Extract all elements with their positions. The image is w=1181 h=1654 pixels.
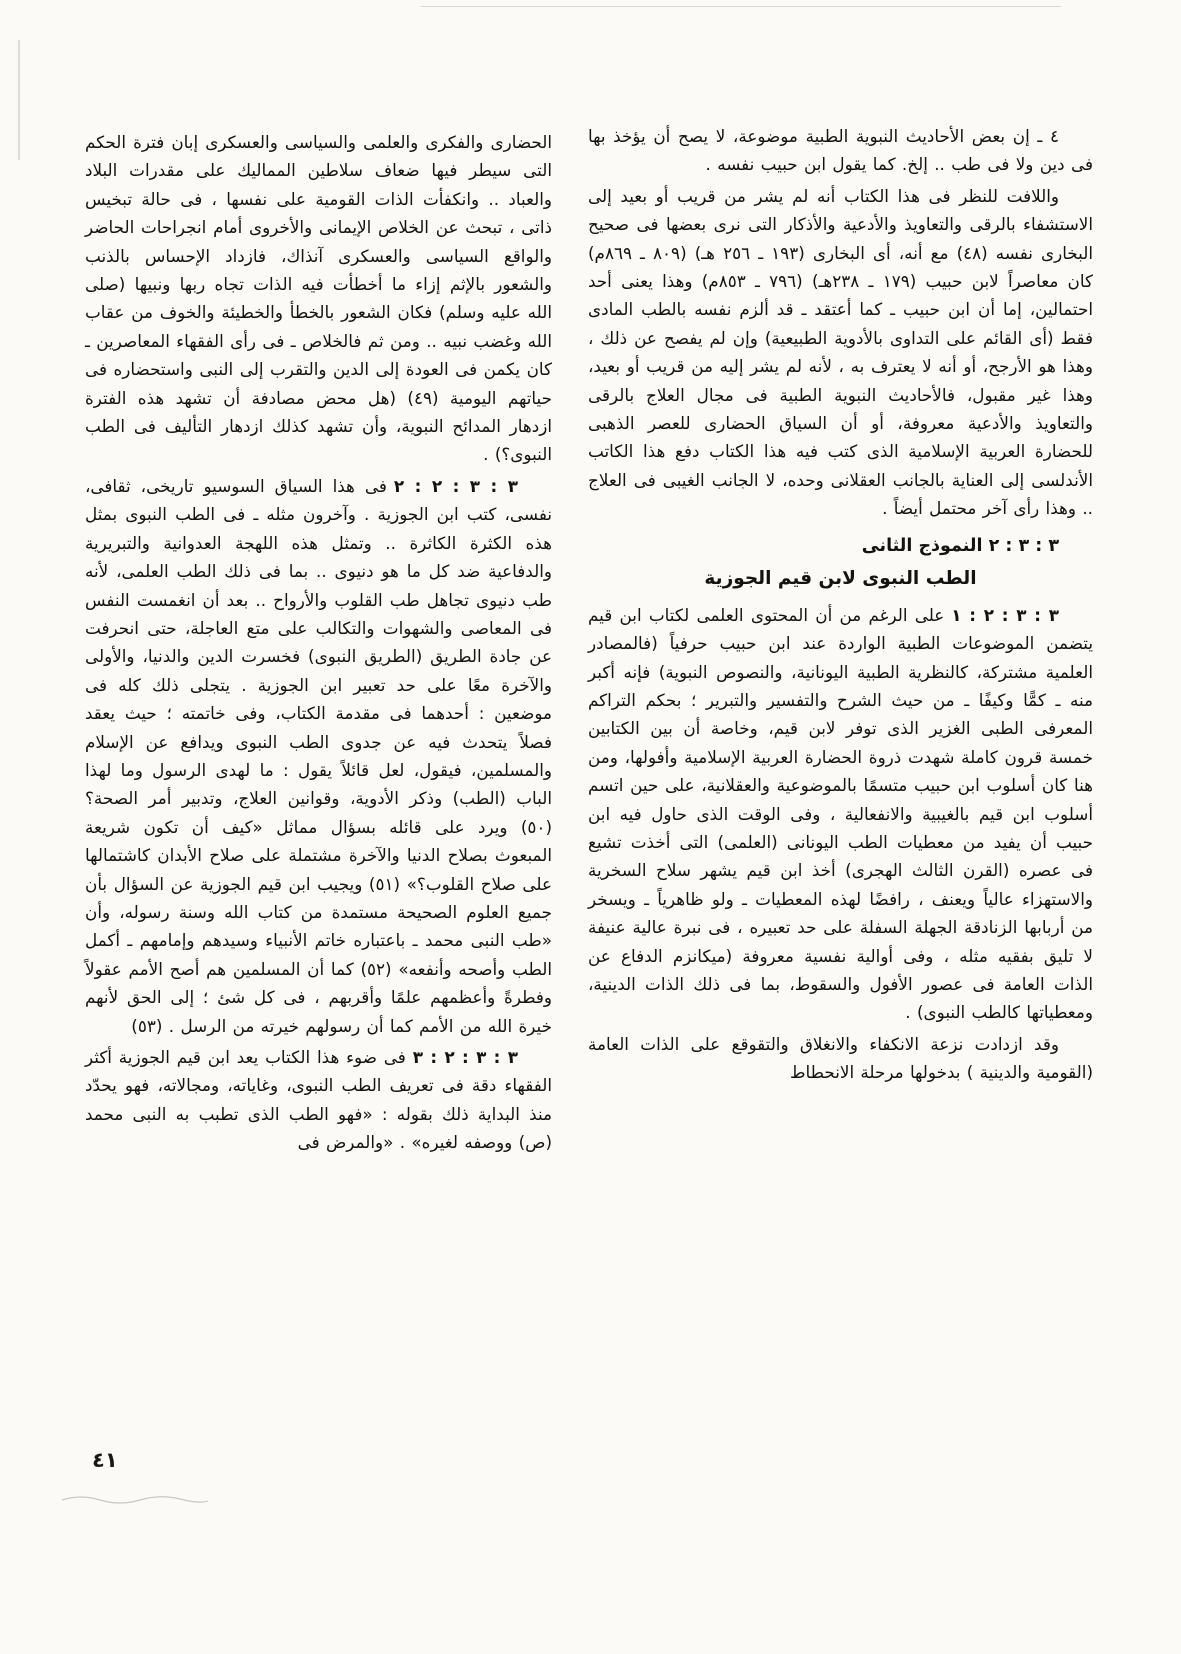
paragraph-decline-era: وقد ازدادت نزعة الانكفاء والانغلاق والتقوقع على الذات العامة (القومية والدينية ) بدخولها مرحلة الانحطاط <box>588 1033 1093 1083</box>
column-left <box>85 122 552 1160</box>
paragraph-text: فى هذا السياق السوسيو تاريخى، ثقافى، نفسى، كتب ابن الجوزية . وآخرون مثله ـ فى الطب النبوى بمثل هذه الكثرة الكاثرة .. وتمثل هذه اللهجة العدوانية والتبريرية والدفاعية ضد كل ما هو دنيوى .. بما فى ذلك الطب العلمى، لأنه طب دنيوى تجاهل طب القلوب والأرواح .. بعد أن انغمست النفس فى المعاصى والشهوات والتكالب على متع العاجلة، حتى انحرفت عن جادة الطريق (الطريق النبوى) فخسرت الدين والدنيا، والأولى والآخرة معًا على حد تعبير ابن الجوزية . يتجلى ذلك كله فى موضعين : أحدهما فى مقدمة الكتاب، وفى خاتمته ؛ حيث يعقد فصلاً يتحدث فيه عن جدوى الطب النبوى ويدافع عن الإسلام والمسلمين، فيقول، لعل قائلاً يقول : ما لهدى الرسول وما لهذا الباب (الطب) وذكر الأدوية، وقوانين العلاج، وتدبير أمر الصحة؟ (٥٠) ويرد على قائله بسؤال مماثل «كيف أن تكون شريعة المبعوث بصلاح الدنيا والآخرة مشتملة على صلاح الأبدان كاشتمالها على صلاح القلوب؟» (٥١) ويجيب ابن قيم الجوزية عن السؤال بأن جميع العلوم الصحيحة مستمدة من كتاب الله وسنة رسوله، وأن «طب النبى محمد ـ باعتباره خاتم الأنبياء وسيدهم وإمامهم ـ أكمل الطب وأصحه وأنفعه» (٥٢) كما أن المسلمين هم أصح الأمم عقولاً وفطرةً وأعظمهم علمًا وأقربهم ، فى كل شئ ؛ إلى الحق لأنهم خيرة الله من الأمم كما أن رسولهم خيرته من الرسل . (٥٣) <box>85 475 552 1036</box>
paragraph-definition-of-prophetic-medicine <box>85 1043 552 1157</box>
scan-artifact-squiggle <box>60 1492 210 1506</box>
text-columns <box>85 122 1093 1160</box>
paragraph-socio-historical-context <box>85 472 552 1040</box>
scan-artifact-top-edge <box>421 6 1061 7</box>
paragraph-text: على الرغم من أن المحتوى العلمى لكتاب ابن قيم يتضمن الموضوعات الطبية الواردة عند ابن حبيب حرفياً (فالمصادر العلمية مشتركة، كالنظرية الطبية اليونانية، والنصوص النبوية) فإنه أكبر منه ـ كمًّا وكيفًا ـ من حيث الشرح والتفسير والتبرير ؛ بحكم التراكم المعرفى الطبى الغزير الذى توفر لابن قيم، وخاصة أن بين الكتابين خمسة قرون كاملة شهدت ذروة الحضارة العربية الإسلامية وأفولها، ومن هنا كان أسلوب ابن حبيب متسمًا بالموضوعية والعقلانية، على حين اتسم أسلوب ابن قيم بالغيبية والانفعالية ، وفى الوقت الذى حاول فيه ابن حبيب أن يفيد من معطيات الطب اليونانى (العلمى) التى أخذت تشيع فى عصره (القرن الثالث الهجرى) أخذ ابن قيم يشهر سلاح السخرية والاستهزاء عالياً ويعنف ، رافضًا لهذه المعطيات ـ ولو ظاهرياً ـ ويسخر من أربابها الزنادقة الجهلة السفلة على حد تعبيره ، فى نبرة عالية عنيفة لا تليق بفقيه مثله ، وفى أوالية نفسية معروفة (ميكانزم الدفاع عن الذات العامة فى عصور الأفول والسقوط، بما فى ذلك الذات الدينية، ومعطياتها كالطب النبوى) . <box>588 604 1093 1023</box>
paragraph-hadith-note: ٤ ـ إن بعض الأحاديث النبوية الطبية موضوعة، لا يصح أن يؤخذ بها فى دين ولا فى طب .. إلخ. كما يقول ابن حبيب نفسه . <box>588 126 1093 175</box>
paragraph-text: فى ضوء هذا الكتاب يعد ابن قيم الجوزية أكثر الفقهاء دقة فى تعريف الطب النبوى، وغاياته، ومجالاته، فهو يحدّد منذ البداية ذلك بقوله : «فهو الطب الذى تطبب به النبى محمد (ص) ووصفه لغيره» . «والمرض فى <box>85 1047 552 1153</box>
paragraph-remark-on-book: واللافت للنظر فى هذا الكتاب أنه لم يشر من قريب أو بعيد إلى الاستشفاء بالرقى والتعاويذ والأدعية والأذكار التى نرى بعضها فى صحيح البخارى نفسه (٤٨) مع أنه، أى البخارى (١٩٣ ـ ٢٥٦ هـ) (٨٠٩ ـ ٨٦٩م) كان معاصراً لابن حبيب (١٧٩ ـ ٢٣٨هـ) (٧٩٦ ـ ٨٥٣م) وهذا يعنى أحد احتمالين، إما أن ابن حبيب ـ كما أعتقد ـ قد ألزم نفسه بالطب المادى فقط (أى القائم على التداوى بالأدوية الطبيعية) وإن لم يفصح عن ذلك ، وهذا هو الأرجح، أو أنه لا يعترف به ، لأنه لم يشر إليه من قريب أو بعيد، وهذا غير مقبول، فالأحاديث النبوية الطبية فى مجال العلاج بالرقى والتعاويذ والأدعية معروفة، أو أن السياق الحضارى للعصر الذهبى للحضارة العربية الإسلامية الذى كتب فيه هذا الكتاب دفع هذا الكاتب الأندلسى إلى العناية بالجانب العقلانى وحده، لا الجانب الغيبى فى العلاج .. وهذا رأى آخر محتمل أيضاً . <box>588 185 1093 519</box>
chapter-title-prophetic-medicine: الطب النبوى لابن قيم الجوزية <box>704 567 977 589</box>
page-number: ٤١ <box>92 1448 118 1472</box>
paragraph-ibn-qayyim-comparison <box>588 601 1093 1027</box>
section-number: ٣ : ٣ : ٢ : ٣ <box>412 1047 518 1067</box>
section-heading-second-model: ٣ : ٣ : ٢ النموذج الثانى <box>861 535 1059 556</box>
scan-artifact-left-edge <box>18 40 20 160</box>
paragraph-continuation-mamluk-era: الحضارى والفكرى والعلمى والسياسى والعسكرى إبان فترة الحكم التى سيطر فيها ضعاف سلاطين المماليك على مقدرات البلاد والعباد .. وانكفأت الذات القومية على نفسها ، فى حالة تبخيس ذاتى ، تبحث عن الخلاص الإيمانى والأخروى أمام انجراحات الحاضر والواقع السياسى والعسكرى آنذاك، فازداد الإحساس بالذنب والشعور بالإثم إزاء ما أخطأت فيه الذات تجاه ربها ونبيها (صلى الله عليه وسلم) فكان الشعور بالخطأ والخطيئة والخوف من عقاب الله وغضب نبيه .. ومن ثم فالخلاص ـ فى رأى الفقهاء المعاصرين ـ كان يكمن فى العودة إلى الدين والتقرب إلى النبى واستحضاره فى حياتهم اليومية (٤٩) (هل محض مصادفة أن تشهد هذه الفترة ازدهار المدائح النبوية، وأن تشهد كذلك ازدهار التأليف فى الطب النبوى؟) . <box>85 132 552 465</box>
section-number: ٣ : ٣ : ٢ : ١ <box>951 604 1059 625</box>
column-right <box>588 122 1093 1090</box>
section-number: ٣ : ٣ : ٢ : ٢ <box>393 475 518 496</box>
